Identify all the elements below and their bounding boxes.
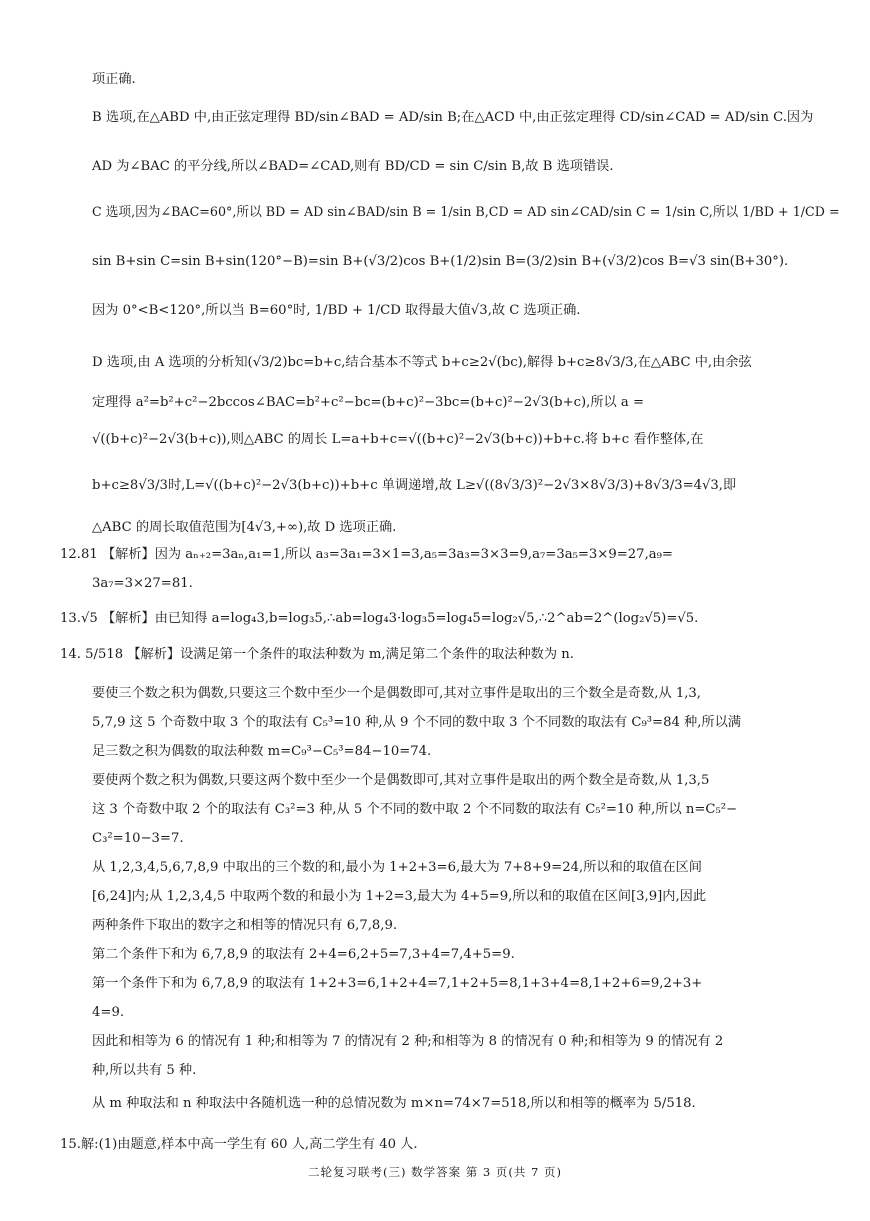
text-line: 13.√5 【解析】由已知得 a=log₄3,b=log₃5,∴ab=log₄3·log₃5=log₄5=log₂√5,∴2^ab=2^(log₂√5)=√5.: [60, 611, 699, 626]
text-line: 12.81 【解析】因为 aₙ₊₂=3aₙ,a₁=1,所以 a₃=3a₁=3×1=3,a₅=3a₃=3×3=9,a₇=3a₅=3×9=27,a₉=: [60, 547, 673, 562]
text-line: 种,所以共有 5 种.: [92, 1063, 197, 1078]
text-line: 两种条件下取出的数字之和相等的情况只有 6,7,8,9.: [92, 918, 398, 933]
text-line: [6,24]内;从 1,2,3,4,5 中取两个数的和最小为 1+2=3,最大为 4+5=9,所以和的取值在区间[3,9]内,因此: [92, 889, 707, 904]
text-line: 定理得 a²=b²+c²−2bccos∠BAC=b²+c²−bc=(b+c)²−3bc=(b+c)²−2√3(b+c),所以 a =: [92, 395, 645, 410]
text-line: √((b+c)²−2√3(b+c)),则△ABC 的周长 L=a+b+c=√((b+c)²−2√3(b+c))+b+c.将 b+c 看作整体,在: [92, 432, 704, 447]
text-line: 第一个条件下和为 6,7,8,9 的取法有 1+2+3=6,1+2+4=7,1+2+5=8,1+3+4=8,1+2+6=9,2+3+: [92, 976, 703, 991]
text-line: 5,7,9 这 5 个奇数中取 3 个的取法有 C₅³=10 种,从 9 个不同的数中取 3 个不同数的取法有 C₉³=84 种,所以满: [92, 715, 741, 730]
text-line: 足三数之积为偶数的取法种数 m=C₉³−C₅³=84−10=74.: [92, 744, 432, 759]
text-line: D 选项,由 A 选项的分析知(√3/2)bc=b+c,结合基本不等式 b+c≥2√(bc),解得 b+c≥8√3/3,在△ABC 中,由余弦: [92, 355, 752, 370]
text-line: 3a₇=3×27=81.: [92, 576, 193, 591]
text-line: C₃²=10−3=7.: [92, 831, 184, 846]
text-line: 这 3 个奇数中取 2 个的取法有 C₃²=3 种,从 5 个不同的数中取 2 个不同数的取法有 C₅²=10 种,所以 n=C₅²−: [92, 802, 738, 817]
text-line: 14. 5/518 【解析】设满足第一个条件的取法种数为 m,满足第二个条件的取法种数为 n.: [60, 647, 574, 662]
text-line: sin B+sin C=sin B+sin(120°−B)=sin B+(√3/2)cos B+(1/2)sin B=(3/2)sin B+(√3/2)cos B=√3 sin(B+30°).: [92, 254, 789, 269]
text-line: △ABC 的周长取值范围为[4√3,+∞),故 D 选项正确.: [92, 520, 397, 535]
text-line: b+c≥8√3/3时,L=√((b+c)²−2√3(b+c))+b+c 单调递增,故 L≥√((8√3/3)²−2√3×8√3/3)+8√3/3=4√3,即: [92, 478, 737, 493]
text-line: 15.解:(1)由题意,样本中高一学生有 60 人,高二学生有 40 人.: [60, 1137, 418, 1152]
text-line: 从 m 种取法和 n 种取法中各随机选一种的总情况数为 m×n=74×7=518,所以和相等的概率为 5/518.: [92, 1096, 696, 1111]
text-line: 从 1,2,3,4,5,6,7,8,9 中取出的三个数的和,最小为 1+2+3=6,最大为 7+8+9=24,所以和的取值在区间: [92, 860, 702, 875]
text-line: AD 为∠BAC 的平分线,所以∠BAD=∠CAD,则有 BD/CD = sin C/sin B,故 B 选项错误.: [92, 159, 614, 174]
text-line: 要使三个数之积为偶数,只要这三个数中至少一个是偶数即可,其对立事件是取出的三个数全是奇数,从 1,3,: [92, 686, 701, 701]
text-line: B 选项,在△ABD 中,由正弦定理得 BD/sin∠BAD = AD/sin B;在△ACD 中,由正弦定理得 CD/sin∠CAD = AD/sin C.因为: [92, 110, 814, 125]
text-line: 第二个条件下和为 6,7,8,9 的取法有 2+4=6,2+5=7,3+4=7,4+5=9.: [92, 947, 515, 962]
text-line: 要使两个数之积为偶数,只要这两个数中至少一个是偶数即可,其对立事件是取出的两个数全是奇数,从 1,3,5: [92, 773, 710, 788]
page-footer: 二轮复习联考(三) 数学答案 第 3 页(共 7 页): [307, 1165, 562, 1179]
text-line: C 选项,因为∠BAC=60°,所以 BD = AD sin∠BAD/sin B = 1/sin B,CD = AD sin∠CAD/sin C = 1/sin C,所以 1/BD + 1/CD =: [92, 205, 840, 220]
text-line: 4=9.: [92, 1005, 125, 1020]
text-line: 因此和相等为 6 的情况有 1 种;和相等为 7 的情况有 2 种;和相等为 8 的情况有 0 种;和相等为 9 的情况有 2: [92, 1034, 724, 1049]
text-line: 因为 0°<B<120°,所以当 B=60°时, 1/BD + 1/CD 取得最大值√3,故 C 选项正确.: [92, 303, 581, 318]
text-line: 项正确.: [92, 72, 136, 87]
